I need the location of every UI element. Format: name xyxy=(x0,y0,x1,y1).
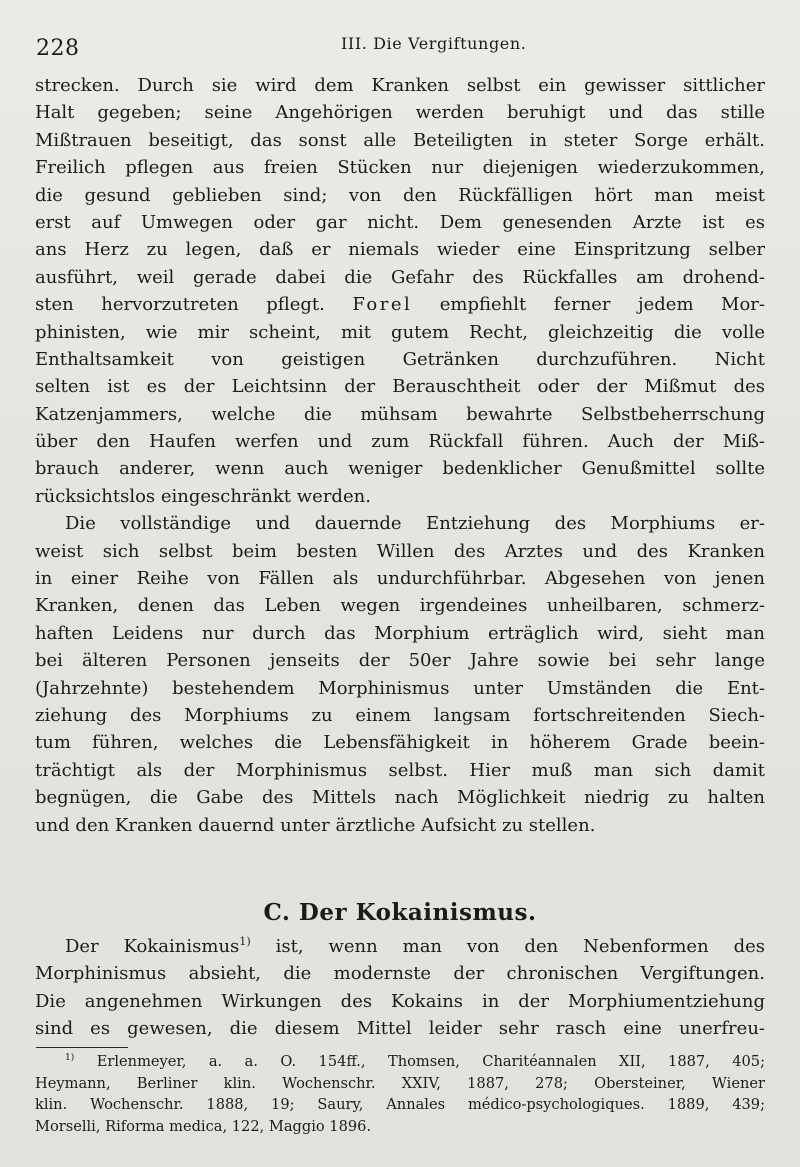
text-line: über den Haufen werfen und zum Rückfall führen. Auch der Miß- xyxy=(35,431,765,453)
footnote-divider xyxy=(36,1047,128,1048)
text-line: ans Herz zu legen, daß er niemals wieder eine Einspritzung selber xyxy=(35,239,765,261)
text-line: rücksichtslos eingeschränkt werden. xyxy=(35,485,371,507)
text-line: trächtigt als der Morphinismus selbst. Hier muß man sich damit xyxy=(35,759,765,781)
text-line: Halt gegeben; seine Angehörigen werden beruhigt und das stille xyxy=(35,102,765,124)
footnote-marker: 1) xyxy=(65,1053,75,1064)
text-line: die gesund geblieben sind; von den Rückfälligen hört man meist xyxy=(35,184,765,206)
text-segment: ist, wenn man von den Nebenformen des xyxy=(275,935,765,957)
text-line: phinisten, wie mir scheint, mit gutem Recht, gleichzeitig die volle xyxy=(35,321,765,343)
text-line: Kranken, denen das Leben wegen irgendeines unheilbaren, schmerz- xyxy=(35,595,765,617)
body-text xyxy=(35,72,765,1043)
text-segment: Der Kokainismus xyxy=(65,935,240,957)
footnote-line: klin. Wochenschr. 1888, 19; Saury, Annales médico-psychologiques. 1889, 439; xyxy=(35,1096,765,1113)
text-line: Morphinismus absieht, die modernste der chronischen Vergiftungen. xyxy=(35,963,765,985)
footnote-line: Heymann, Berliner klin. Wochenschr. XXIV, 1887, 278; Obersteiner, Wiener xyxy=(35,1074,765,1092)
text-line: strecken. Durch sie wird dem Kranken selbst ein gewisser sittlicher xyxy=(35,75,765,96)
text-line: selten ist es der Leichtsinn der Berauschtheit oder der Mißmut des xyxy=(35,376,765,398)
page-header xyxy=(36,34,766,60)
text-segment: sten hervorzutreten pflegt. xyxy=(35,294,325,316)
text-line: erst auf Umwegen oder gar nicht. Dem genesenden Arzte ist es xyxy=(35,211,765,233)
section-spacer xyxy=(35,839,765,893)
text-line: Mißtrauen beseitigt, das sonst alle Beteiligten in steter Sorge erhält. xyxy=(35,129,765,151)
text-line: Die angenehmen Wirkungen des Kokains in der Morphiumentziehung xyxy=(35,990,765,1012)
text-line: haften Leidens nur durch das Morphium erträglich wird, sieht man xyxy=(35,622,765,644)
text-line: Enthaltsamkeit von geistigen Getränken durchzuführen. Nicht xyxy=(35,348,765,370)
text-segment: empfiehlt ferner jedem Mor- xyxy=(439,294,765,316)
footnotes xyxy=(35,1051,765,1137)
text-line: (Jahrzehnte) bestehendem Morphinismus unter Umständen die Ent- xyxy=(35,677,765,699)
text-line: und den Kranken dauernd unter ärztliche Aufsicht zu stellen. xyxy=(35,814,596,836)
footnote-text: Erlenmeyer, a. a. O. 154ff., Thomsen, Charitéannalen XII, 1887, 405; xyxy=(96,1053,765,1070)
text-line: Katzenjammers, welche die mühsam bewahrte Selbstbeherrschung xyxy=(35,403,765,425)
text-line: ziehung des Morphiums zu einem langsam fortschreitenden Siech- xyxy=(35,704,765,726)
section-heading: C. Der Kokainismus. xyxy=(263,898,537,926)
page-number: 228 xyxy=(36,36,80,61)
footnote-line: Morselli, Riforma medica, 122, Maggio 1896. xyxy=(35,1117,372,1135)
text-line: brauch anderer, wenn auch weniger bedenklicher Genußmittel sollte xyxy=(35,458,765,480)
text-line: Freilich pflegen aus freien Stücken nur diejenigen wiederzukommen, xyxy=(35,157,765,179)
text-line-with-footnote xyxy=(35,933,765,960)
text-line: sind es gewesen, die diesem Mittel leider sehr rasch eine unerfreu- xyxy=(35,1018,765,1040)
text-line: ausführt, weil gerade dabei die Gefahr des Rückfalles am drohend- xyxy=(35,266,765,288)
text-line: weist sich selbst beim besten Willen des Arztes und des Kranken xyxy=(35,540,765,562)
text-line: in einer Reihe von Fällen als undurchführbar. Abgesehen von jenen xyxy=(35,568,765,590)
footnote-reference: 1) xyxy=(239,934,251,948)
running-title: III. Die Vergiftungen. xyxy=(341,34,527,53)
text-line: tum führen, welches die Lebensfähigkeit in höherem Grade beein- xyxy=(35,732,765,754)
footnote-line xyxy=(35,1051,765,1073)
text-line: Die vollständige und dauernde Entziehung des Morphiums er- xyxy=(65,513,765,535)
text-line: bei älteren Personen jenseits der 50er Jahre sowie bei sehr lange xyxy=(35,650,765,672)
text-line: begnügen, die Gabe des Mittels nach Möglichkeit niedrig zu halten xyxy=(35,787,765,809)
author-name: Forel xyxy=(352,294,413,316)
text-line-with-name xyxy=(35,291,765,318)
